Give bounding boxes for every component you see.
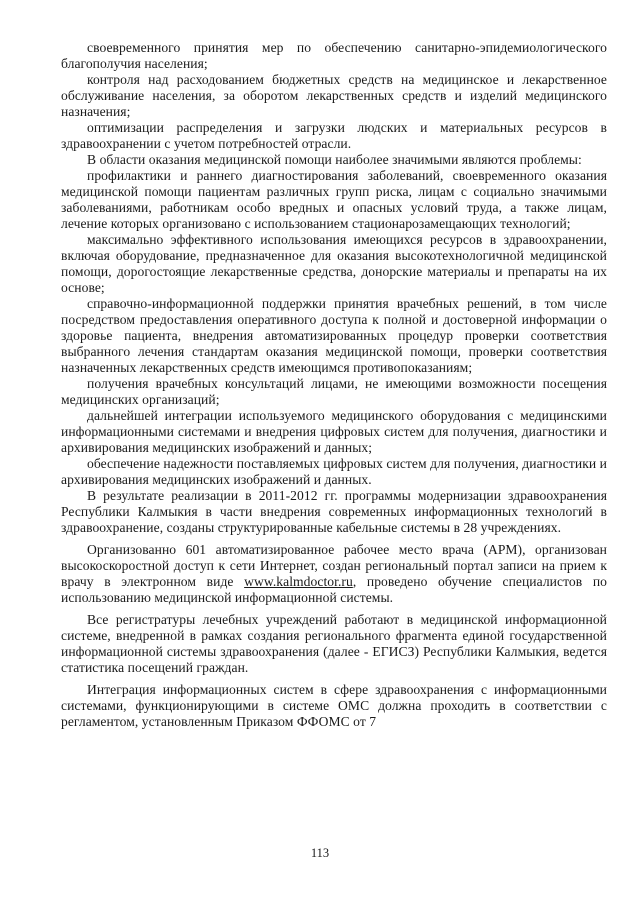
page-number: 113: [310, 846, 330, 860]
paragraph-portal: [61, 542, 607, 606]
paragraph-10: обеспечение надежности поставляемых цифровых систем для получения, диагностики и архивирования медицинских изображений и данных.: [61, 456, 607, 487]
portal-link[interactable]: www.kalmdoctor.ru: [244, 574, 353, 589]
paragraph-11: В результате реализации в 2011-2012 гг. программы модернизации здравоохранения Республики Калмыкия в части внедрения современных информационных технологий в здравоохранение, созданы структурированные кабельные системы в 28 учреждениях.: [61, 488, 607, 535]
paragraph-4: В области оказания медицинской помощи наиболее значимыми являются проблемы:: [87, 152, 582, 167]
paragraph-14: Интеграция информационных систем в сфере здравоохранения с информационными системами, функционирующими в системе ОМС должна проходить в соответствии с регламентом, установленным Приказом ФФОМС от 7: [61, 682, 607, 729]
paragraph-5: профилактики и раннего диагностирования заболеваний, своевременного оказания медицинской помощи пациентам различных групп риска, лицам с социально значимыми заболеваниями, работникам особо вредных и опасных условий труда, а также лицам, лечение которых организовано с использованием стационарозамещающих технологий;: [61, 168, 607, 231]
paragraph-2: контроля над расходованием бюджетных средств на медицинское и лекарственное обслуживание населения, за оборотом лекарственных средств и изделий медицинского назначения;: [61, 72, 607, 119]
paragraph-6: максимально эффективного использования имеющихся ресурсов в здравоохранении, включая оборудование, предназначенное для оказания высокотехнологичной медицинской помощи, дорогостоящие лекарственные средства, донорские материалы и препараты на их основе;: [61, 232, 607, 295]
portal-text-before: Организованно 601 автоматизированное рабочее место врача (АРМ), организован высокоскоростной доступ к сети Интернет, создан региональный портал записи на прием к врачу в электронном виде: [61, 542, 607, 589]
paragraph-7: справочно-информационной поддержки принятия врачебных решений, в том числе посредством предоставления оперативного доступа к полной и достоверной информации о здоровье пациента, внедрения автоматизированных процедур проверки соответствия выбранного лечения стандартам оказания медицинской помощи, проверки соответствия назначенных лекарственных средств имеющимся противопоказаниям;: [61, 296, 607, 375]
paragraph-3: оптимизации распределения и загрузки людских и материальных ресурсов в здравоохранении с учетом потребностей отрасли.: [61, 120, 607, 151]
paragraph-9: дальнейшей интеграции используемого медицинского оборудования с медицинскими информационными системами и внедрения цифровых систем для получения, диагностики и архивирования медицинских изображений и данных;: [61, 408, 607, 455]
portal-text-after: , проведено обучение специалистов по использованию медицинской информационной системы.: [61, 574, 607, 605]
paragraph-13: Все регистратуры лечебных учреждений работают в медицинской информационной системе, внедренной в рамках создания регионального фрагмента единой государственной информационной системы здравоохранения (далее - ЕГИСЗ) Республики Калмыкия, ведется статистика посещений граждан.: [61, 612, 607, 675]
document-body: [61, 40, 607, 730]
paragraph-1: своевременного принятия мер по обеспечению санитарно-эпидемиологического благополучия населения;: [61, 40, 607, 71]
paragraph-8: получения врачебных консультаций лицами, не имеющими возможности посещения медицинских организаций;: [61, 376, 607, 407]
